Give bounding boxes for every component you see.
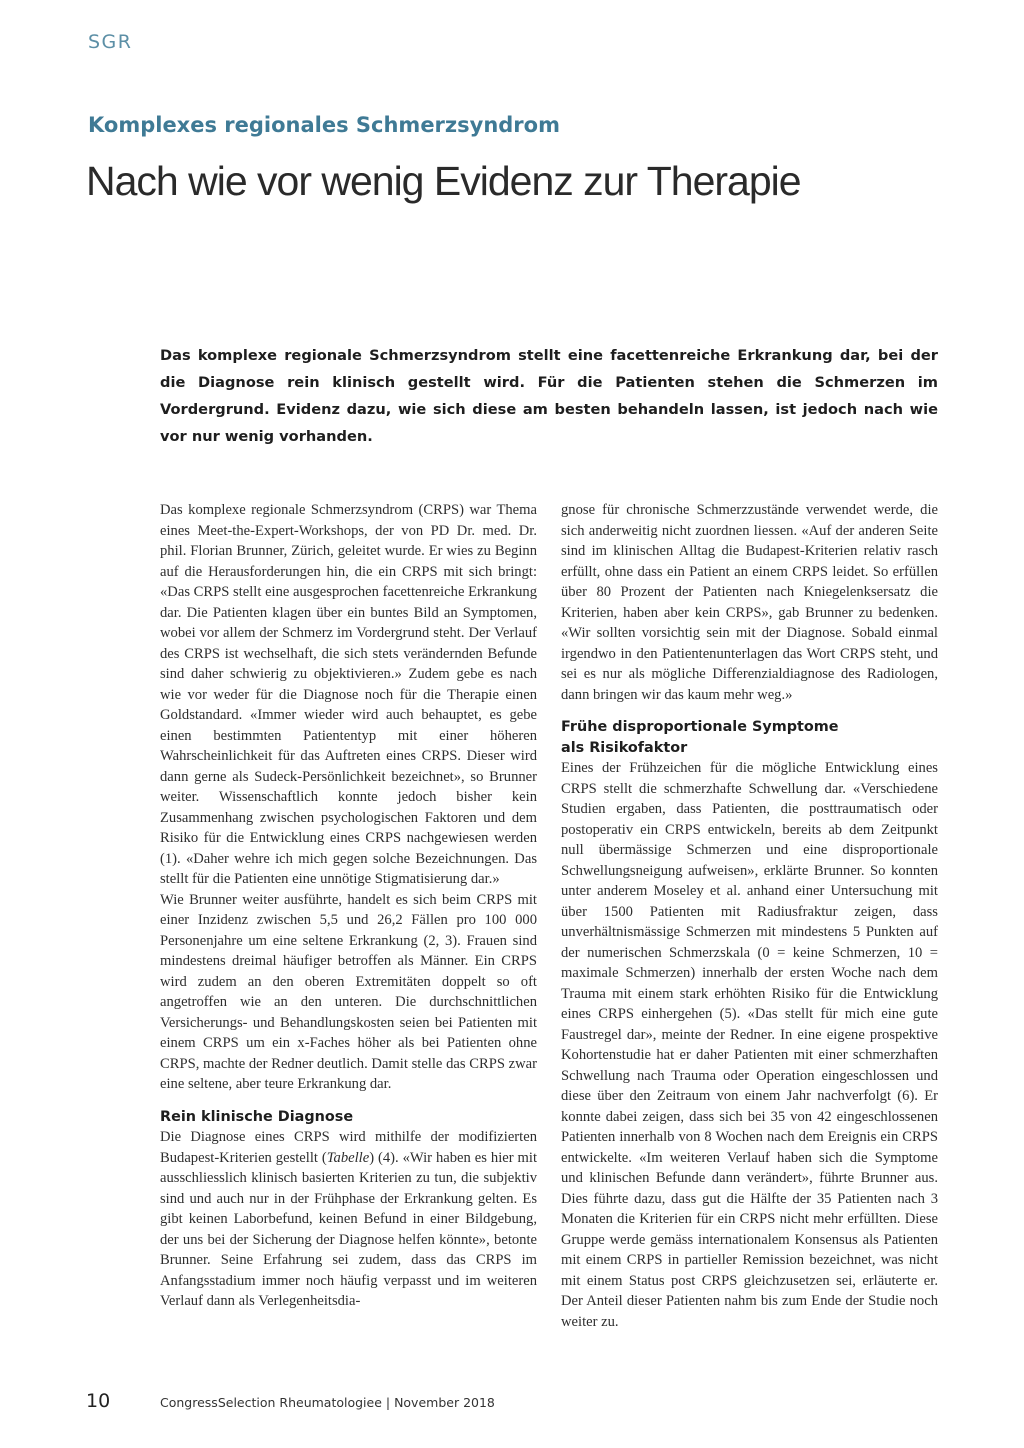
article-headline: Nach wie vor wenig Evidenz zur Therapie [86, 158, 801, 204]
body-paragraph: Wie Brunner weiter ausführte, handelt es sich beim CRPS mit einer Inzidenz zwischen 5,5 und 26,2 Fällen pro 100 000 Personenjahre um eine seltene Erkrankung (2, 3). Frauen sind mindestens dreimal häufiger betroffen als Männer. Ein CRPS wird zudem an den oberen Extremitäten doppelt so oft angetroffen wie an den unteren. Die durchschnittlichen Versicherungs- und Behandlungskosten seien bei Patienten mit einem CRPS um ein x-Faches höher als bei Patienten ohne CRPS, machte der Redner deutlich. Damit stelle das CRPS zwar eine seltene, aber teure Erkrankung dar. [160, 891, 537, 1092]
text-column-left [160, 500, 537, 1312]
page-number: 10 [86, 1390, 111, 1412]
body-text: ) (4). «Wir haben es hier mit ausschliesslich klinisch basierten Kriterien zu tun, die subjektiv sind und auch nur in der Frühphase der Erkrankung gelten. Es gibt keinen Laborbefund, keinen Befund in einer Bildgebung, der uns bei der Sicherung der Diagnose helfen könnte», betonte Brunner. Seine Erfahrung sei zudem, dass das CRPS im Anfangsstadium immer noch häufig verpasst und im weiteren Verlauf dann als Verlegenheitsdia- [160, 1149, 537, 1309]
section-subheading [561, 717, 938, 758]
footer-publication: CongressSelection Rheumatologiee | November 2018 [160, 1395, 495, 1410]
section-tag: SGR [88, 31, 133, 53]
body-text: Die Diagnose eines CRPS wird mithilfe der modifizierten Budapest-Kriterien gestellt ( [160, 1129, 537, 1166]
subheading-line: Frühe disproportionale Symptome [561, 719, 839, 735]
text-column-right [561, 500, 938, 1332]
section-subheading: Rein klinische Diagnose [160, 1108, 354, 1125]
subheading-line: als Risikofaktor [561, 739, 688, 756]
body-paragraph: gnose für chronische Schmerzzustände verwendet werde, die sich anderweitig nicht zuordnen liessen. «Auf der anderen Seite sind im klinischen Alltag die Budapest-Kriterien relativ rasch erfüllt, ohne dass ein Patient an einem CRPS leidet. So erfüllen über 80 Prozent der Patienten nach Kniegelenksersatz die Kriterien, haben aber kein CRPS», gab Brunner zu bedenken. «Wir sollten vorsichtig sein mit der Diagnose. Sobald einmal irgendwo in den Patientenunterlagen das Wort CRPS steht, und sei es nur als mögliche Differenzialdiagnose des Radiologen, dann bringen wir das kaum mehr weg.» [561, 502, 938, 703]
body-paragraph [160, 1127, 537, 1312]
article-kicker: Komplexes regionales Schmerzsyndrom [88, 113, 560, 137]
body-paragraph: Eines der Frühzeichen für die mögliche Entwicklung eines CRPS stellt die schmerzhafte Schwellung dar. «Verschiedene Studien ergaben, dass Patienten, die posttraumatisch oder postoperativ ein CRPS entwickeln, bereits ab dem Zeitpunkt null übermässige Schmerzen und eine disproportionale Schwellungsneigung aufweisen», erklärte Brunner. So konnten unter anderem Moseley et al. anhand einer Untersuchung mit über 1500 Patienten mit Radiusfraktur zeigen, dass unverhältnismässige Schmerzen mit mindestens 5 Punkten auf der numerischen Schmerzskala (0 = keine Schmerzen, 10 = maximale Schmerzen) innerhalb der ersten Woche nach dem Trauma mit einem stark erhöhten Risiko für die Entwicklung eines CRPS einhergehen (5). «Das stellt für mich eine gute Faustregel dar», meinte der Redner. In eine eigene prospektive Kohortenstudie hat er daher Patienten mit einer schmerzhaften Schwellung nach Trauma oder Operation eingeschlossen und diese über den Zeitraum von einem Jahr nachverfolgt (6). Er konnte dabei zeigen, dass sich bei 35 von 42 eingeschlossenen Patienten innerhalb von 8 Wochen nach dem Ereignis ein CRPS entwickelte. «Im weiteren Verlauf haben sich die Symptome und klinischen Befunde dann verändert», führte Brunner aus. Dies führte dazu, dass gut die Hälfte der 35 Patienten nach 3 Monaten die Kriterien für ein CRPS nicht mehr erfüllten. Diese Gruppe werde gemäss internationalem Konsensus als Patienten mit einem CRPS in partieller Remission bezeichnet, was nicht mit einem Status post CRPS gleichzusetzen sei, erläuterte er. Der Anteil dieser Patienten nahm bis zum Ende der Studie noch weiter zu. [561, 760, 938, 1330]
body-paragraph: Das komplexe regionale Schmerzsyndrom (CRPS) war Thema eines Meet-the-Expert-Workshops, der von PD Dr. med. Dr. phil. Florian Brunner, Zürich, geleitet wurde. Er wies zu Beginn auf die Herausforderungen hin, die ein CRPS mit sich bringt: «Das CRPS stellt eine ausgesprochen facettenreiche Erkrankung dar. Die Patienten klagen über ein buntes Bild an Symptomen, wobei vor allem der Schmerz im Vordergrund steht. Der Verlauf des CRPS ist wechselhaft, die sich stets verändernden Befunde sind daher schwierig zu objektivieren.» Zudem gebe es nach wie vor weder für die Diagnose noch für die Therapie einen Goldstandard. «Immer wieder wird auch behauptet, es gebe einen bestimmten Patiententyp mit einer höheren Wahrscheinlichkeit für das Auftreten eines CRPS. Dieser wird dann gerne als Sudeck-Persönlichkeit bezeichnet», so Brunner weiter. Wissenschaftlich konnte jedoch bisher kein Zusammenhang zwischen psychologischen Faktoren und dem Risiko für die Entwicklung eines CRPS nachgewiesen werden (1). «Daher wehre ich mich gegen solche Bezeichnungen. Das stellt für die Patienten eine unnötige Stigmatisierung dar.» [160, 502, 537, 887]
table-reference: Tabelle [326, 1149, 370, 1166]
article-lead: Das komplexe regionale Schmerzsyndrom stellt eine facettenreiche Erkrankung dar, bei der die Diagnose rein klinisch gestellt wird. Für die Patienten stehen die Schmerzen im Vordergrund. Evidenz dazu, wie sich diese am besten behandeln lassen, ist jedoch nach wie vor nur wenig vorhanden. [160, 347, 938, 445]
